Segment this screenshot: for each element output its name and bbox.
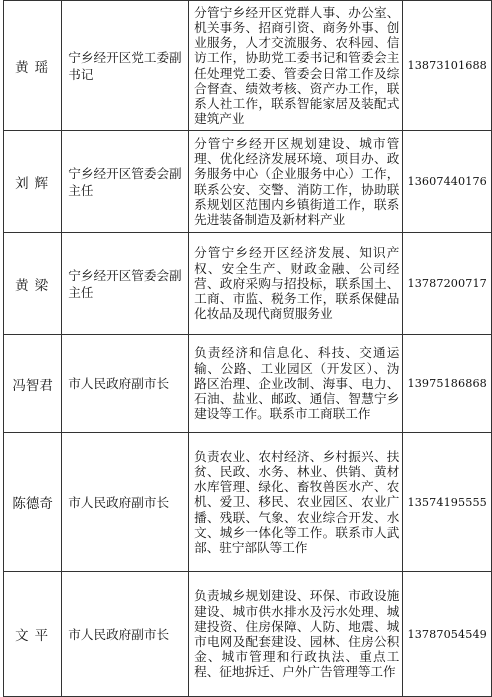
table-row [4,233,492,335]
leader-duties: 负责农业、农村经济、乡村振兴、扶贫、民政、水务、林业、供销、黄材水库管理、绿化、畜牧兽医水产、农机、爱卫、移民、农业园区、农业广播、残联、气象、农业综合开发、水文、城乡一体化等工作。联系市人武部、驻宁部队等工作 [189,433,403,572]
leader-name: 陈德奇 [4,433,62,572]
leader-name: 冯智君 [4,335,62,433]
leader-phone: 13574195555 [403,433,492,572]
leader-duties: 分管宁乡经开区经济发展、知识产权、安全生产、财政金融、公司经营、政府采购与招投标，联系国土、工商、市监、税务工作，联系保健品化妆品及现代商贸服务业 [189,233,403,335]
leader-title: 宁乡经开区党工委副书记 [62,1,189,131]
leader-name: 文平 [4,572,62,697]
table-row [4,335,492,433]
leader-duties: 分管宁乡经开区党群人事、办公室、机关事务、招商引资、商务外事、创业服务，人才交流服务、农科园、信访工作，协助党工委书记和管委会主任处理党工委、管委会日常工作及综合督查、绩效考核、资产办工作，联系人社工作，联系智能家居及装配式建筑产业 [189,1,403,131]
table-row [4,572,492,697]
table-row [4,433,492,572]
leader-duties: 负责经济和信息化、科技、交通运输、公路、工业园区（开发区）、沩路区治理、企业改制、海事、电力、石油、盐业、邮政、通信、智慧宁乡建设等工作。联系市工商联工作 [189,335,403,433]
leader-title: 市人民政府副市长 [62,433,189,572]
leader-title: 市人民政府副市长 [62,335,189,433]
table-row [4,131,492,233]
leader-phone: 13975186868 [403,335,492,433]
leader-duties: 分管宁乡经开区规划建设、城市管理、优化经济发展环境、项目办、政务服务中心（企业服务中心）工作，联系公安、交警、消防工作，协助联系规划区范围内乡镇街道工作，联系先进装备制造及新材料产业 [189,131,403,233]
leader-phone: 13873101688 [403,1,492,131]
leader-phone: 13787200717 [403,233,492,335]
leader-name: 黄瑶 [4,1,62,131]
table-row [4,1,492,131]
leader-title: 宁乡经开区管委会副主任 [62,233,189,335]
leader-phone: 13787054549 [403,572,492,697]
leader-title: 宁乡经开区管委会副主任 [62,131,189,233]
leader-name: 黄梁 [4,233,62,335]
leader-name: 刘辉 [4,131,62,233]
leader-title: 市人民政府副市长 [62,572,189,697]
leaders-table [3,0,492,697]
leader-phone: 13607440176 [403,131,492,233]
leader-duties: 负责城乡规划建设、环保、市政设施建设、城市供水排水及污水处理、城建投资、住房保障、人防、地震、城市电网及配套建设、园林、住房公积金、城市管理和行政执法、重点工程、征地拆迁、户外广告管理等工作 [189,572,403,697]
